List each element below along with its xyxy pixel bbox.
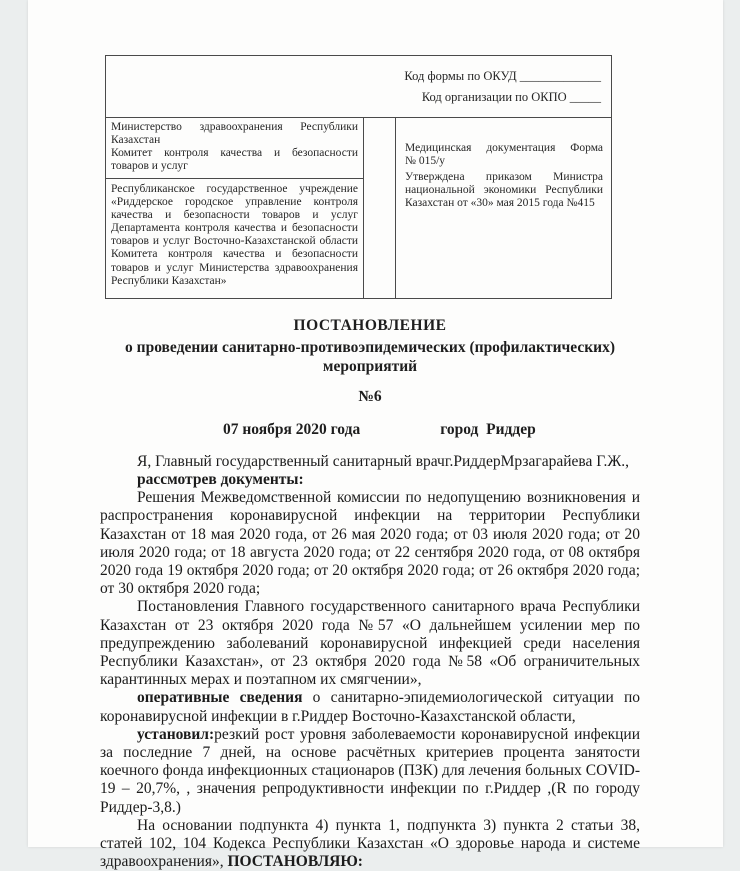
form-number-line: № 015/у xyxy=(405,154,446,167)
established-rest: резкий рост уровня заболеваемости коронавирусной инфекции за последние 7 дней, на основе расчётных критериев процента занятости коечного фонда инфекционных стационаров (ПЗК) для лечения больных COVID-19 – 20,7%, , значения репродуктивности инфекции по г.Риддер ,(R по городу Риддер-3,8.) xyxy=(100,725,640,816)
operative-paragraph xyxy=(100,689,640,725)
decree-body xyxy=(100,453,640,871)
operative-lead: оперативные сведения xyxy=(137,689,303,707)
title-block xyxy=(100,317,640,406)
institution-text: Республиканское государственное учреждение «Риддерское городское управление контроля качества и безопасности товаров и услуг Департамента контроля качества и безопасности товаров и услуг Восточно-Казахстанской области Комитета контроля качества и безопасности товаров и услуг Министерства здравоохранения Республики Казахстан» xyxy=(111,182,358,287)
established-lead: установил: xyxy=(137,725,215,743)
form-doc-line: Медицинская документация Форма xyxy=(405,141,603,154)
decree-date: 07 ноября 2020 года xyxy=(223,420,361,438)
form-info-cell xyxy=(396,118,611,298)
decree-number: №6 xyxy=(358,387,382,405)
operative-rest: о санитарно-эпидемиологической ситуации по коронавирусной инфекции в г.Риддер Восточно-Казахстанской области, xyxy=(100,689,641,725)
decree-subtitle: о проведении санитарно-противоэпидемических (профилактических) мероприятий xyxy=(125,338,615,375)
document-page xyxy=(28,0,723,871)
header-table-row xyxy=(106,118,611,298)
codes-cell xyxy=(106,56,611,118)
decisions-paragraph: Решения Межведомственной комиссии по недопущению возникновения и распространения коронавирусной инфекции на территории Республики Казахстан от 18 мая 2020 года, от 26 мая 2020 года; от 03 июля 2020 года; от 20 июля 2020 года; от 18 августа 2020 года; от 22 сентября 2020 года, от 08 октября 2020 года 19 октября 2020 года; от 20 октября 2020 года; от 26 октября 2020 года; от 30 октября 2020 года; xyxy=(100,489,640,598)
intro-paragraph: Я, Главный государственный санитарный врачг.РиддерМрзагарайева Г.Ж., xyxy=(137,452,629,470)
issuer-column xyxy=(106,118,364,298)
ministry-text: Министерство здравоохранения Республики Казахстан xyxy=(111,120,358,146)
decree-title: ПОСТАНОВЛЕНИЕ xyxy=(293,316,447,334)
basis-paragraph xyxy=(100,817,640,871)
date-city-line xyxy=(100,421,640,439)
ministry-cell xyxy=(106,118,363,179)
okpo-code-line: Код организации по ОКПО _____ xyxy=(421,90,601,105)
basis-text: На основании подпункта 4) пункта 1, подпункта 3) пункта 2 статьи 38, статей 102, 104 Кодекса Республики Казахстан «О здоровье народа и системе здравоохранения», xyxy=(100,816,640,871)
committee-text: Комитет контроля качества и безопасности товаров и услуг xyxy=(111,146,358,172)
reviewed-label: рассмотрев документы: xyxy=(137,471,304,489)
established-paragraph xyxy=(100,726,640,817)
form-approved-text: Утверждена приказом Министра национальной экономики Республики Казахстан от «30» мая 2015 года №415 xyxy=(405,170,603,209)
institution-cell xyxy=(106,179,363,298)
decree-city: город Риддер xyxy=(440,420,536,438)
decree-keyword: ПОСТАНОВЛЯЮ: xyxy=(227,853,363,871)
document-content xyxy=(28,0,723,871)
resolutions-paragraph: Постановления Главного государственного санитарного врача Республики Казахстан от 23 октября 2020 года №57 «О дальнейшем усилении мер по предупреждению заболеваний коронавирусной инфекцией среди населения Республики Казахстан», от 23 октября 2020 года №58 «Об ограничительных карантинных мерах и поэтапном их смягчении», xyxy=(100,598,640,689)
spacer-column xyxy=(364,118,396,298)
okud-code-line: Код формы по ОКУД _____________ xyxy=(404,69,601,83)
form-codes-table xyxy=(105,55,612,299)
